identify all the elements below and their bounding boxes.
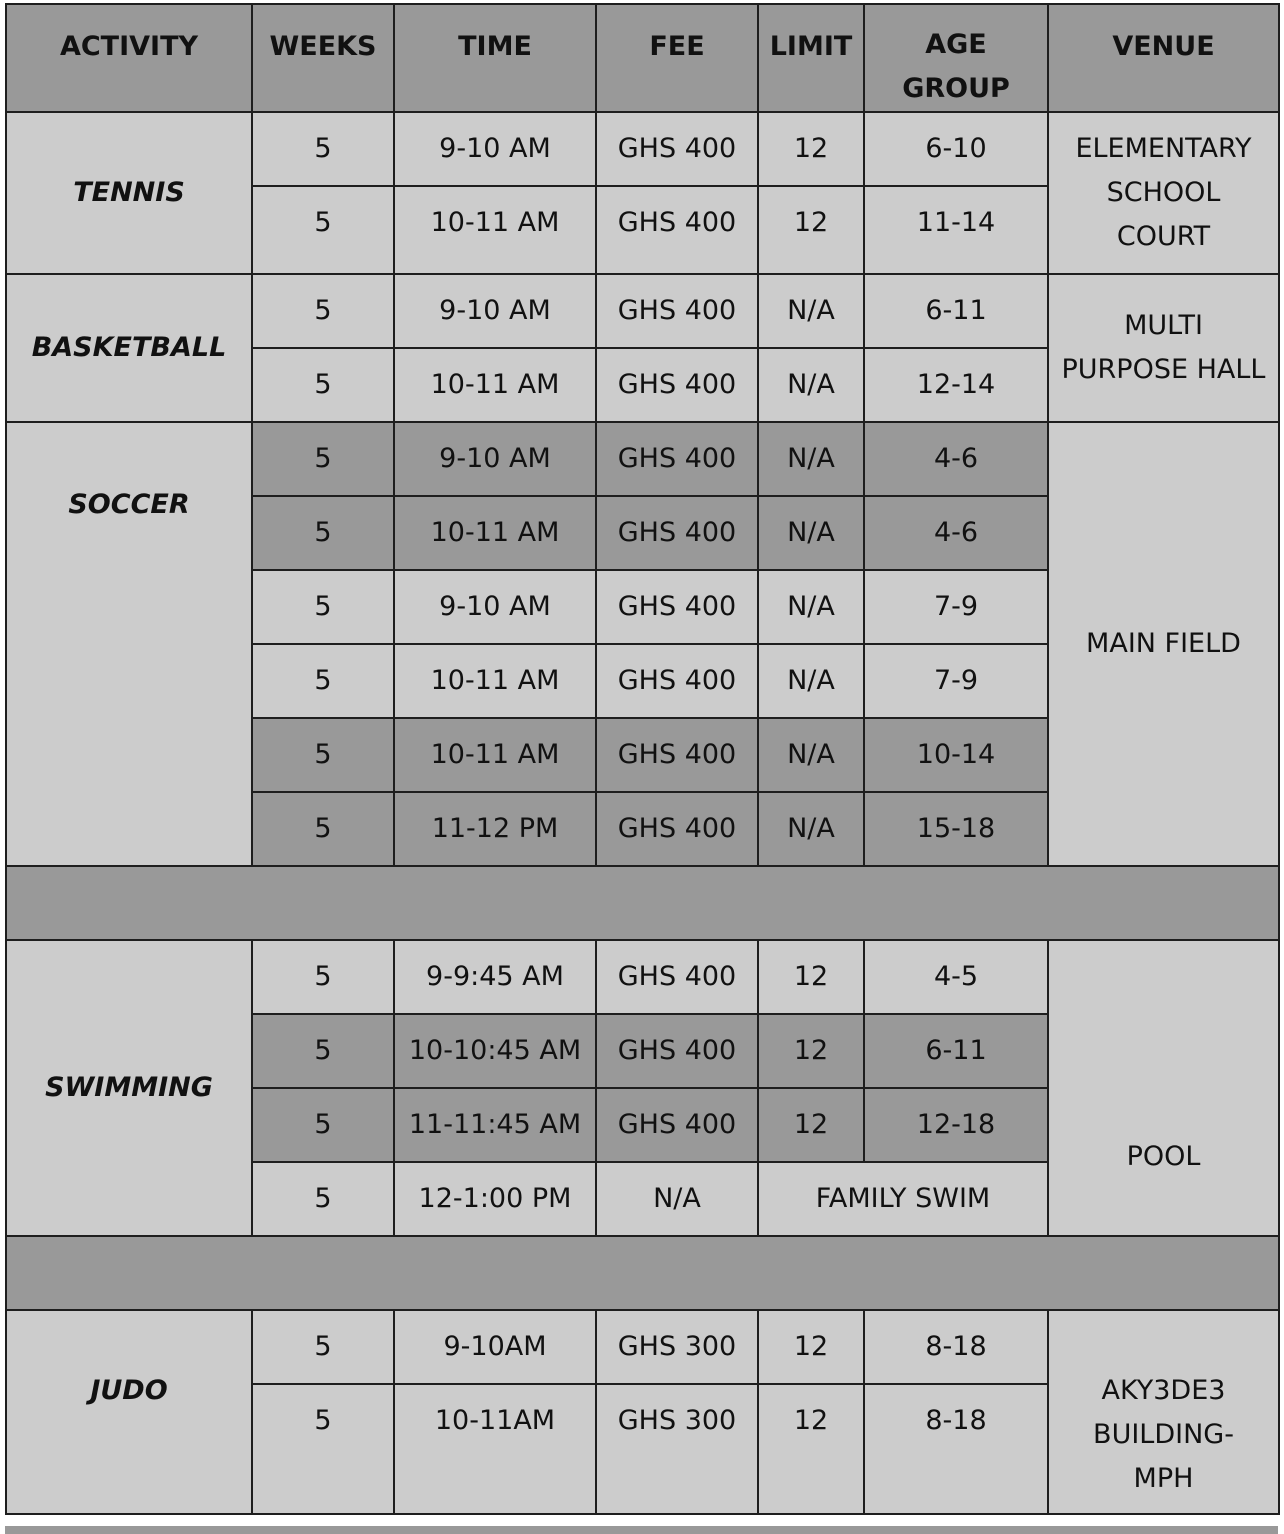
time-cell: 10-11AM <box>394 1384 596 1514</box>
limit-cell: N/A <box>758 644 864 718</box>
limit-cell: N/A <box>758 348 864 422</box>
schedule-table <box>5 3 1280 1515</box>
venue-swimming: POOL <box>1048 940 1279 1236</box>
fee-cell: GHS 400 <box>596 570 758 644</box>
spacer-cell <box>6 866 1279 940</box>
limit-cell: 12 <box>758 1014 864 1088</box>
header-age-group-text: AGE GROUP <box>902 29 1010 104</box>
fee-cell: GHS 300 <box>596 1310 758 1384</box>
spacer-row <box>6 866 1279 940</box>
age-cell: 4-6 <box>864 496 1048 570</box>
venue-tennis: ELEMENTARY SCHOOL COURT <box>1048 112 1279 274</box>
activity-soccer: SOCCER <box>6 422 252 866</box>
time-cell: 12-1:00 PM <box>394 1162 596 1236</box>
age-cell: 7-9 <box>864 570 1048 644</box>
age-cell: 4-6 <box>864 422 1048 496</box>
header-activity: ACTIVITY <box>6 4 252 112</box>
family-swim-cell: FAMILY SWIM <box>758 1162 1048 1236</box>
fee-cell: GHS 400 <box>596 348 758 422</box>
activity-tennis: TENNIS <box>6 112 252 274</box>
venue-judo: AKY3DE3 BUILDING-MPH <box>1048 1310 1279 1514</box>
header-weeks: WEEKS <box>252 4 394 112</box>
time-cell: 10-11 AM <box>394 644 596 718</box>
bottom-edge <box>5 1526 1278 1534</box>
header-venue: VENUE <box>1048 4 1279 112</box>
limit-cell: N/A <box>758 422 864 496</box>
table-row <box>6 1310 1279 1384</box>
time-cell: 9-10 AM <box>394 422 596 496</box>
venue-soccer: MAIN FIELD <box>1048 422 1279 866</box>
table-row <box>6 112 1279 186</box>
weeks-cell: 5 <box>252 274 394 348</box>
age-cell: 6-10 <box>864 112 1048 186</box>
weeks-cell: 5 <box>252 1014 394 1088</box>
fee-cell: GHS 400 <box>596 422 758 496</box>
activity-judo: JUDO <box>6 1310 252 1514</box>
time-cell: 10-11 AM <box>394 348 596 422</box>
header-row <box>6 4 1279 112</box>
spacer-cell <box>6 1236 1279 1310</box>
age-cell: 6-11 <box>864 1014 1048 1088</box>
weeks-cell: 5 <box>252 570 394 644</box>
time-cell: 9-9:45 AM <box>394 940 596 1014</box>
spacer-row <box>6 1236 1279 1310</box>
weeks-cell: 5 <box>252 112 394 186</box>
age-cell: 15-18 <box>864 792 1048 866</box>
limit-cell: N/A <box>758 792 864 866</box>
limit-cell: 12 <box>758 1310 864 1384</box>
header-age-group <box>864 4 1048 112</box>
fee-cell: GHS 400 <box>596 186 758 274</box>
header-time: TIME <box>394 4 596 112</box>
time-cell: 10-11 AM <box>394 496 596 570</box>
weeks-cell: 5 <box>252 186 394 274</box>
limit-cell: N/A <box>758 274 864 348</box>
limit-cell: 12 <box>758 112 864 186</box>
weeks-cell: 5 <box>252 1088 394 1162</box>
fee-cell: GHS 300 <box>596 1384 758 1514</box>
weeks-cell: 5 <box>252 348 394 422</box>
time-cell: 11-12 PM <box>394 792 596 866</box>
age-cell: 10-14 <box>864 718 1048 792</box>
header-fee: FEE <box>596 4 758 112</box>
age-cell: 12-18 <box>864 1088 1048 1162</box>
weeks-cell: 5 <box>252 496 394 570</box>
limit-cell: N/A <box>758 496 864 570</box>
fee-cell: N/A <box>596 1162 758 1236</box>
fee-cell: GHS 400 <box>596 718 758 792</box>
age-cell: 11-14 <box>864 186 1048 274</box>
age-cell: 7-9 <box>864 644 1048 718</box>
time-cell: 9-10 AM <box>394 570 596 644</box>
limit-cell: 12 <box>758 940 864 1014</box>
age-cell: 6-11 <box>864 274 1048 348</box>
age-cell: 8-18 <box>864 1384 1048 1514</box>
age-cell: 8-18 <box>864 1310 1048 1384</box>
limit-cell: N/A <box>758 570 864 644</box>
time-cell: 10-11 AM <box>394 718 596 792</box>
activity-basketball: BASKETBALL <box>6 274 252 422</box>
limit-cell: N/A <box>758 718 864 792</box>
weeks-cell: 5 <box>252 422 394 496</box>
fee-cell: GHS 400 <box>596 1088 758 1162</box>
time-cell: 9-10 AM <box>394 112 596 186</box>
weeks-cell: 5 <box>252 1310 394 1384</box>
limit-cell: 12 <box>758 186 864 274</box>
weeks-cell: 5 <box>252 792 394 866</box>
table-row <box>6 422 1279 496</box>
activity-swimming: SWIMMING <box>6 940 252 1236</box>
weeks-cell: 5 <box>252 1384 394 1514</box>
weeks-cell: 5 <box>252 644 394 718</box>
limit-cell: 12 <box>758 1384 864 1514</box>
table-row <box>6 274 1279 348</box>
time-cell: 11-11:45 AM <box>394 1088 596 1162</box>
table-row <box>6 940 1279 1014</box>
venue-basketball: MULTI PURPOSE HALL <box>1048 274 1279 422</box>
age-cell: 4-5 <box>864 940 1048 1014</box>
fee-cell: GHS 400 <box>596 1014 758 1088</box>
fee-cell: GHS 400 <box>596 792 758 866</box>
time-cell: 10-10:45 AM <box>394 1014 596 1088</box>
weeks-cell: 5 <box>252 940 394 1014</box>
limit-cell: 12 <box>758 1088 864 1162</box>
weeks-cell: 5 <box>252 718 394 792</box>
fee-cell: GHS 400 <box>596 274 758 348</box>
time-cell: 10-11 AM <box>394 186 596 274</box>
fee-cell: GHS 400 <box>596 112 758 186</box>
time-cell: 9-10 AM <box>394 274 596 348</box>
time-cell: 9-10AM <box>394 1310 596 1384</box>
header-limit: LIMIT <box>758 4 864 112</box>
fee-cell: GHS 400 <box>596 496 758 570</box>
fee-cell: GHS 400 <box>596 644 758 718</box>
weeks-cell: 5 <box>252 1162 394 1236</box>
fee-cell: GHS 400 <box>596 940 758 1014</box>
age-cell: 12-14 <box>864 348 1048 422</box>
